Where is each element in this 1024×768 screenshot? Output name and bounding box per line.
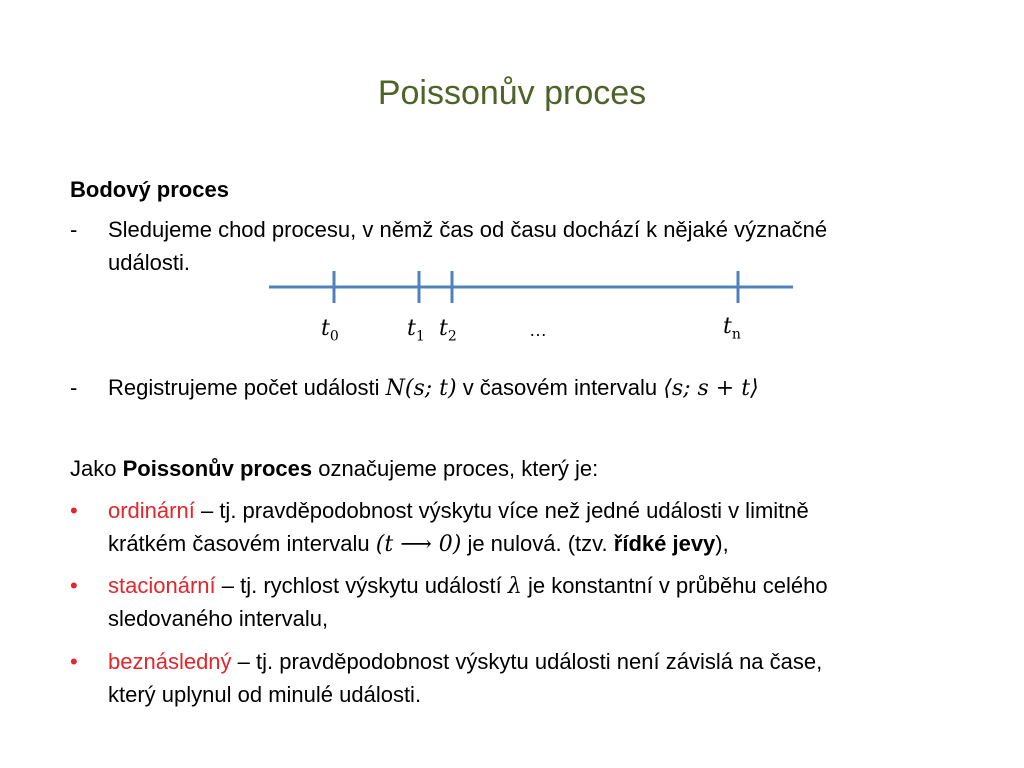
section-heading: Bodový proces — [70, 177, 229, 202]
bullet1-line1: ordinární – tj. pravděpodobnost výskytu více než jedné události v limitně — [108, 498, 809, 523]
bullet2-line2: sledovaného intervalu, — [108, 606, 329, 631]
term-stacionarni: stacionární — [108, 573, 216, 598]
bullet2-line1: stacionární – tj. rychlost výskytu událostí λ je konstantní v průběhu celého — [108, 573, 828, 599]
item2-line — [108, 371, 759, 405]
term-ridke-jevy: řídké jevy — [613, 531, 716, 556]
interval-expression: ⟨s; s + t⟩ — [663, 376, 759, 401]
item1-line2: události. — [108, 250, 190, 275]
timeline-label-t2: $t_2$ — [439, 316, 457, 345]
bullet1-line2: krátkém časovém intervalu (t ⟶ 0) je nulová. (tzv. řídké jevy), — [108, 531, 729, 557]
lambda-symbol: λ — [507, 574, 522, 599]
term-ordinarni: ordinární — [108, 498, 195, 523]
item2-text: Registrujeme počet události — [108, 375, 380, 400]
intro-line: Jako Poissonův proces označujeme proces, který je: — [70, 456, 599, 481]
slide-title: Poissonův proces — [377, 74, 647, 112]
bullet-3: • — [70, 649, 78, 674]
term-beznasledny: beznásledný — [108, 649, 232, 674]
bullet3-line1: beznásledný – tj. pravděpodobnost výskytu události není závislá na čase, — [108, 649, 823, 674]
timeline-ellipsis: … — [529, 320, 547, 340]
bullet-1: • — [70, 498, 78, 523]
bullet3-line2: který uplynul od minulé události. — [108, 682, 422, 707]
intro-bold: Poissonův proces — [122, 456, 313, 481]
bullet-2: • — [70, 573, 78, 598]
timeline-label-t0: $t_0$ — [321, 316, 339, 345]
limit-expression: (t ⟶ 0) — [375, 532, 462, 557]
timeline-label-t1: $t_1$ — [407, 316, 425, 345]
item1-line1: Sledujeme chod procesu, v němž čas od času dochází k nějaké význačné — [108, 217, 828, 242]
count-expression: N(s; t) — [385, 376, 457, 401]
dash-marker-2: - — [70, 375, 78, 400]
timeline-label-tn: $t_n$ — [723, 314, 741, 343]
item2-text2: v časovém intervalu — [462, 375, 658, 400]
dash-marker-1: - — [70, 217, 78, 242]
